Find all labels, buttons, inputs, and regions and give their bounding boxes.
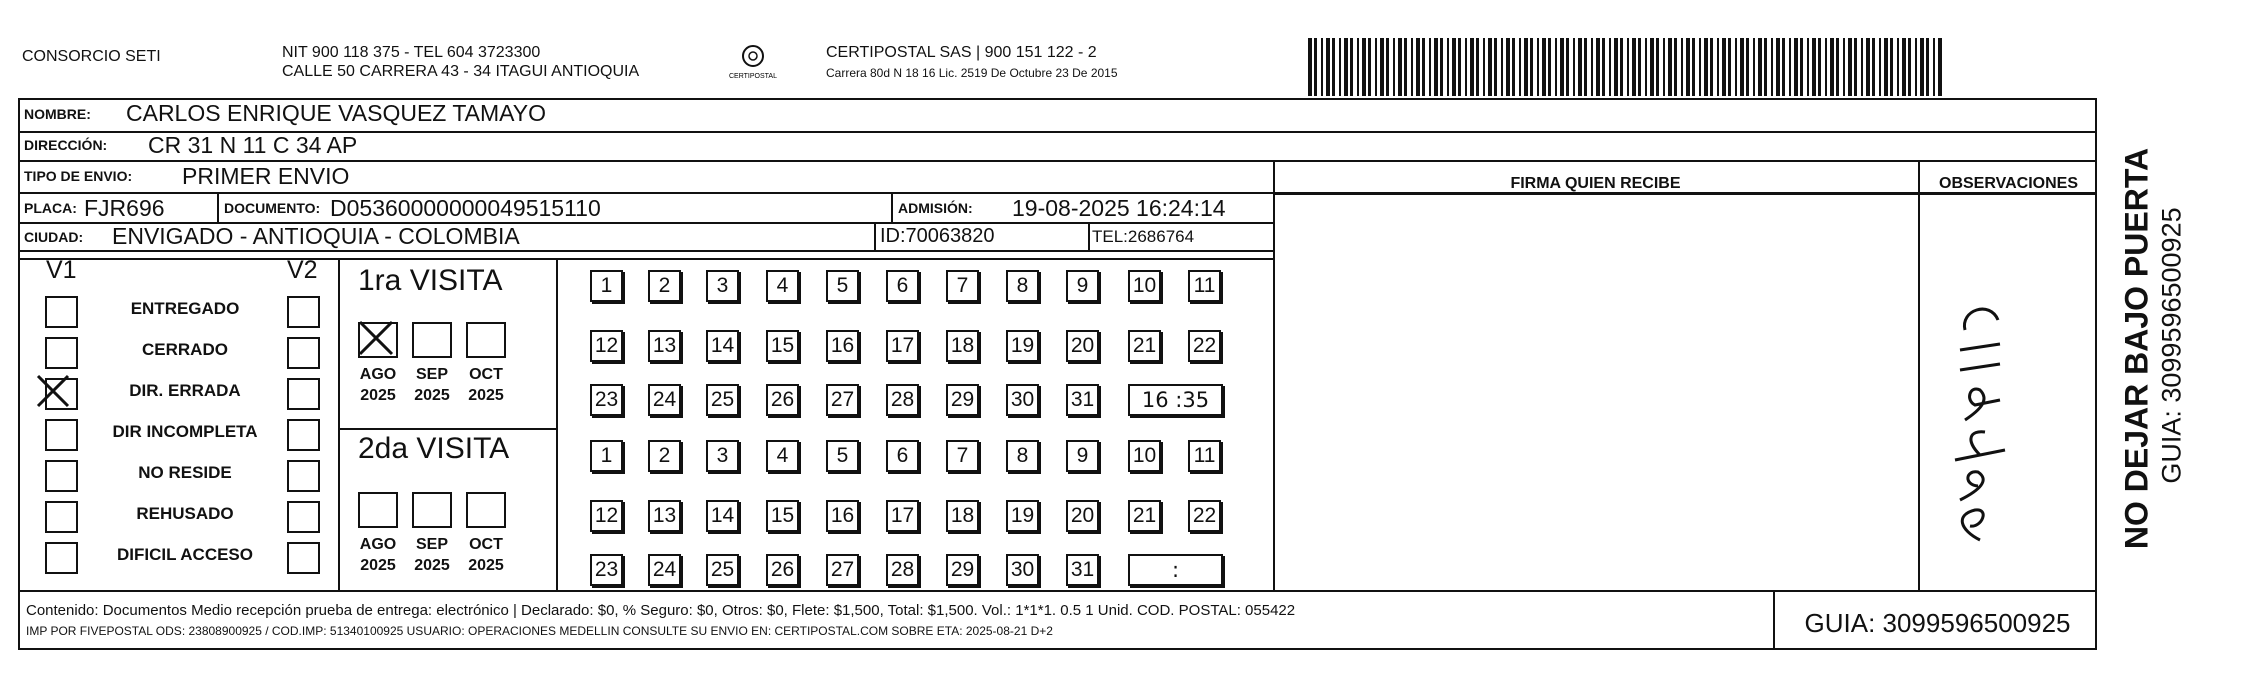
status-label: DIR. ERRADA — [129, 381, 241, 400]
second-visit-day-box[interactable]: 31 — [1066, 554, 1099, 586]
first-visit-day-box[interactable]: 15 — [766, 330, 799, 362]
v1-checkbox[interactable] — [45, 542, 78, 574]
second-visit-day-box[interactable]: 28 — [886, 554, 919, 586]
first-visit-day-box[interactable]: 17 — [886, 330, 919, 362]
first-visit-day-box[interactable]: 4 — [766, 270, 799, 302]
second-visit-day-box[interactable]: 25 — [706, 554, 739, 586]
month-check-mark — [356, 318, 396, 358]
tipo-envio-label: TIPO DE ENVIO: — [24, 168, 133, 184]
placa-label: PLACA: — [24, 200, 77, 216]
first-visit-day-box[interactable]: 23 — [590, 384, 623, 416]
first-visit-day-box[interactable]: 9 — [1066, 270, 1099, 302]
first-visit-day-box[interactable]: 2 — [648, 270, 681, 302]
v1-checkbox[interactable] — [45, 460, 78, 492]
certipostal-line1: CERTIPOSTAL SAS | 900 151 122 - 2 — [826, 44, 1097, 61]
second-visit-day-box[interactable]: 14 — [706, 500, 739, 532]
footer-guia: GUIA: 3099596500925 — [1804, 608, 2071, 638]
second-visit-day-box[interactable]: 26 — [766, 554, 799, 586]
second-visit-title: 2da VISITA — [358, 432, 510, 465]
month-label: SEP 2025 — [414, 536, 450, 574]
status-label: DIR INCOMPLETA — [112, 422, 258, 441]
nombre-value: CARLOS ENRIQUE VASQUEZ TAMAYO — [126, 100, 547, 126]
first-visit-day-box[interactable]: 5 — [826, 270, 859, 302]
id-value: ID:70063820 — [880, 225, 995, 247]
second-visit-day-box[interactable]: 7 — [946, 440, 979, 472]
direccion-value: CR 31 N 11 C 34 AP — [148, 132, 358, 158]
footer-contenido: Contenido: Documentos Medio recepción prueba de entrega: electrónico | Declarado: $0, % Seguro: $0, Otros: $0, Flete: $1,500, Total: $1,500. Vol.: 1*1*1. 0.5 1 Unid. COD. POSTAL: 055422 — [26, 602, 1296, 619]
nit-line: NIT 900 118 375 - TEL 604 3723300 — [282, 44, 541, 61]
month-label: OCT 2025 — [468, 366, 504, 404]
second-visit-day-box[interactable]: 1 — [590, 440, 623, 472]
second-visit-day-box[interactable]: 22 — [1188, 500, 1221, 532]
v2-checkbox[interactable] — [287, 460, 320, 492]
second-visit-day-box[interactable]: 21 — [1128, 500, 1161, 532]
second-visit-time-box[interactable]: : — [1128, 554, 1223, 586]
status-label: NO RESIDE — [138, 463, 232, 482]
first-visit-day-box[interactable]: 20 — [1066, 330, 1099, 362]
first-visit-day-box[interactable]: 13 — [648, 330, 681, 362]
month-checkbox[interactable] — [358, 492, 398, 528]
nombre-label: NOMBRE: — [24, 106, 91, 122]
second-visit-day-box[interactable]: 5 — [826, 440, 859, 472]
month-checkbox[interactable] — [466, 322, 506, 358]
first-visit-day-box[interactable]: 3 — [706, 270, 739, 302]
second-visit-day-box[interactable]: 16 — [826, 500, 859, 532]
second-visit-day-box[interactable]: 2 — [648, 440, 681, 472]
first-visit-day-box[interactable]: 18 — [946, 330, 979, 362]
v2-checkbox[interactable] — [287, 337, 320, 369]
month-label: SEP 2025 — [414, 366, 450, 404]
second-visit-day-box[interactable]: 11 — [1188, 440, 1221, 472]
first-visit-day-box[interactable]: 22 — [1188, 330, 1221, 362]
second-visit-day-box[interactable]: 15 — [766, 500, 799, 532]
second-visit-day-box[interactable]: 4 — [766, 440, 799, 472]
second-visit-day-box[interactable]: 27 — [826, 554, 859, 586]
v1-check-mark — [34, 372, 72, 410]
second-visit-day-box[interactable]: 12 — [590, 500, 623, 532]
first-visit-day-box[interactable]: 31 — [1066, 384, 1099, 416]
first-visit-day-box[interactable]: 12 — [590, 330, 623, 362]
certipostal-logo-icon — [728, 40, 778, 84]
second-visit-day-box[interactable]: 20 — [1066, 500, 1099, 532]
certipostal-line2: Carrera 80d N 18 16 Lic. 2519 De Octubre 23 De 2015 — [826, 66, 1118, 80]
first-visit-day-box[interactable]: 11 — [1188, 270, 1221, 302]
month-label: AGO 2025 — [359, 536, 397, 574]
second-visit-day-box[interactable]: 29 — [946, 554, 979, 586]
second-visit-day-box[interactable]: 17 — [886, 500, 919, 532]
side-guia-text: GUIA: 3099596500925 — [2156, 207, 2187, 484]
first-visit-day-box[interactable]: 21 — [1128, 330, 1161, 362]
first-visit-day-box[interactable]: 24 — [648, 384, 681, 416]
status-label: DIFICIL ACCESO — [116, 545, 253, 564]
admision-label: ADMISIÓN: — [898, 200, 973, 216]
first-visit-day-box[interactable]: 28 — [886, 384, 919, 416]
first-visit-day-box[interactable]: 25 — [706, 384, 739, 416]
month-checkbox[interactable] — [466, 492, 506, 528]
v1-checkbox[interactable] — [45, 419, 78, 451]
v1-checkbox[interactable] — [45, 296, 78, 328]
admision-value: 19-08-2025 16:24:14 — [1012, 195, 1226, 221]
v2-checkbox[interactable] — [287, 419, 320, 451]
v1-label: V1 — [46, 256, 77, 284]
status-label: CERRADO — [142, 340, 228, 359]
documento-value: D05360000000049515110 — [330, 195, 601, 221]
side-vertical — [2100, 98, 2250, 650]
v2-checkbox[interactable] — [287, 542, 320, 574]
observaciones-header: OBSERVACIONES — [1939, 175, 2078, 192]
first-visit-day-box[interactable]: 19 — [1006, 330, 1039, 362]
direccion-label: DIRECCIÓN: — [24, 137, 108, 153]
second-visit-day-box[interactable]: 9 — [1066, 440, 1099, 472]
status-label: ENTREGADO — [130, 299, 240, 318]
v1-checkbox[interactable] — [45, 501, 78, 533]
firma-header: FIRMA QUIEN RECIBE — [1510, 175, 1681, 192]
first-visit-day-box[interactable]: 30 — [1006, 384, 1039, 416]
month-label: OCT 2025 — [468, 536, 504, 574]
first-visit-day-box[interactable]: 26 — [766, 384, 799, 416]
month-checkbox[interactable] — [412, 492, 452, 528]
first-visit-day-box[interactable]: 16 — [826, 330, 859, 362]
barcode — [1308, 38, 1948, 96]
v2-label: V2 — [287, 256, 318, 284]
second-visit-day-box[interactable]: 10 — [1128, 440, 1161, 472]
v2-checkbox[interactable] — [287, 378, 320, 410]
second-visit-day-box[interactable]: 19 — [1006, 500, 1039, 532]
first-visit-day-box[interactable]: 6 — [886, 270, 919, 302]
svg-text:CERTIPOSTAL: CERTIPOSTAL — [729, 73, 777, 80]
ciudad-label: CIUDAD: — [24, 229, 84, 245]
second-visit-day-box[interactable]: 8 — [1006, 440, 1039, 472]
no-dejar-text: NO DEJAR BAJO PUERTA — [2118, 147, 2155, 550]
first-visit-time-box[interactable]: 16 :35 — [1128, 384, 1223, 416]
second-visit-day-box[interactable]: 13 — [648, 500, 681, 532]
signature-handwriting — [1920, 260, 2040, 560]
tel-value: TEL:2686764 — [1092, 227, 1195, 246]
second-visit-day-box[interactable]: 6 — [886, 440, 919, 472]
first-visit-day-box[interactable]: 8 — [1006, 270, 1039, 302]
v1-checkbox[interactable] — [45, 337, 78, 369]
first-visit-day-box[interactable]: 27 — [826, 384, 859, 416]
first-visit-day-box[interactable]: 7 — [946, 270, 979, 302]
documento-label: DOCUMENTO: — [224, 200, 321, 216]
tipo-envio-value: PRIMER ENVIO — [182, 163, 350, 189]
address-line: CALLE 50 CARRERA 43 - 34 ITAGUI ANTIOQUIA — [282, 63, 640, 80]
first-visit-day-box[interactable]: 10 — [1128, 270, 1161, 302]
first-visit-day-box[interactable]: 14 — [706, 330, 739, 362]
v2-checkbox[interactable] — [287, 501, 320, 533]
company-name: CONSORCIO SETI — [22, 48, 161, 65]
first-visit-title: 1ra VISITA — [358, 264, 503, 297]
second-visit-day-box[interactable]: 30 — [1006, 554, 1039, 586]
second-visit-day-box[interactable]: 18 — [946, 500, 979, 532]
v2-checkbox[interactable] — [287, 296, 320, 328]
footer-imp: IMP POR FIVEPOSTAL ODS: 23808900925 / COD.IMP: 51340100925 USUARIO: OPERACIONES MEDELLIN CONSULTE SU ENVIO EN: CERTIPOSTAL.COM SOBRE ETA: 2025-08-21 D+2 — [26, 624, 1053, 638]
second-visit-day-box[interactable]: 24 — [648, 554, 681, 586]
first-visit-day-box[interactable]: 1 — [590, 270, 623, 302]
second-visit-day-box[interactable]: 23 — [590, 554, 623, 586]
placa-value: FJR696 — [84, 195, 165, 221]
ciudad-value: ENVIGADO - ANTIOQUIA - COLOMBIA — [112, 223, 520, 249]
month-label: AGO 2025 — [359, 366, 397, 404]
status-label: REHUSADO — [136, 504, 234, 523]
first-visit-day-box[interactable]: 29 — [946, 384, 979, 416]
second-visit-day-box[interactable]: 3 — [706, 440, 739, 472]
month-checkbox[interactable] — [412, 322, 452, 358]
